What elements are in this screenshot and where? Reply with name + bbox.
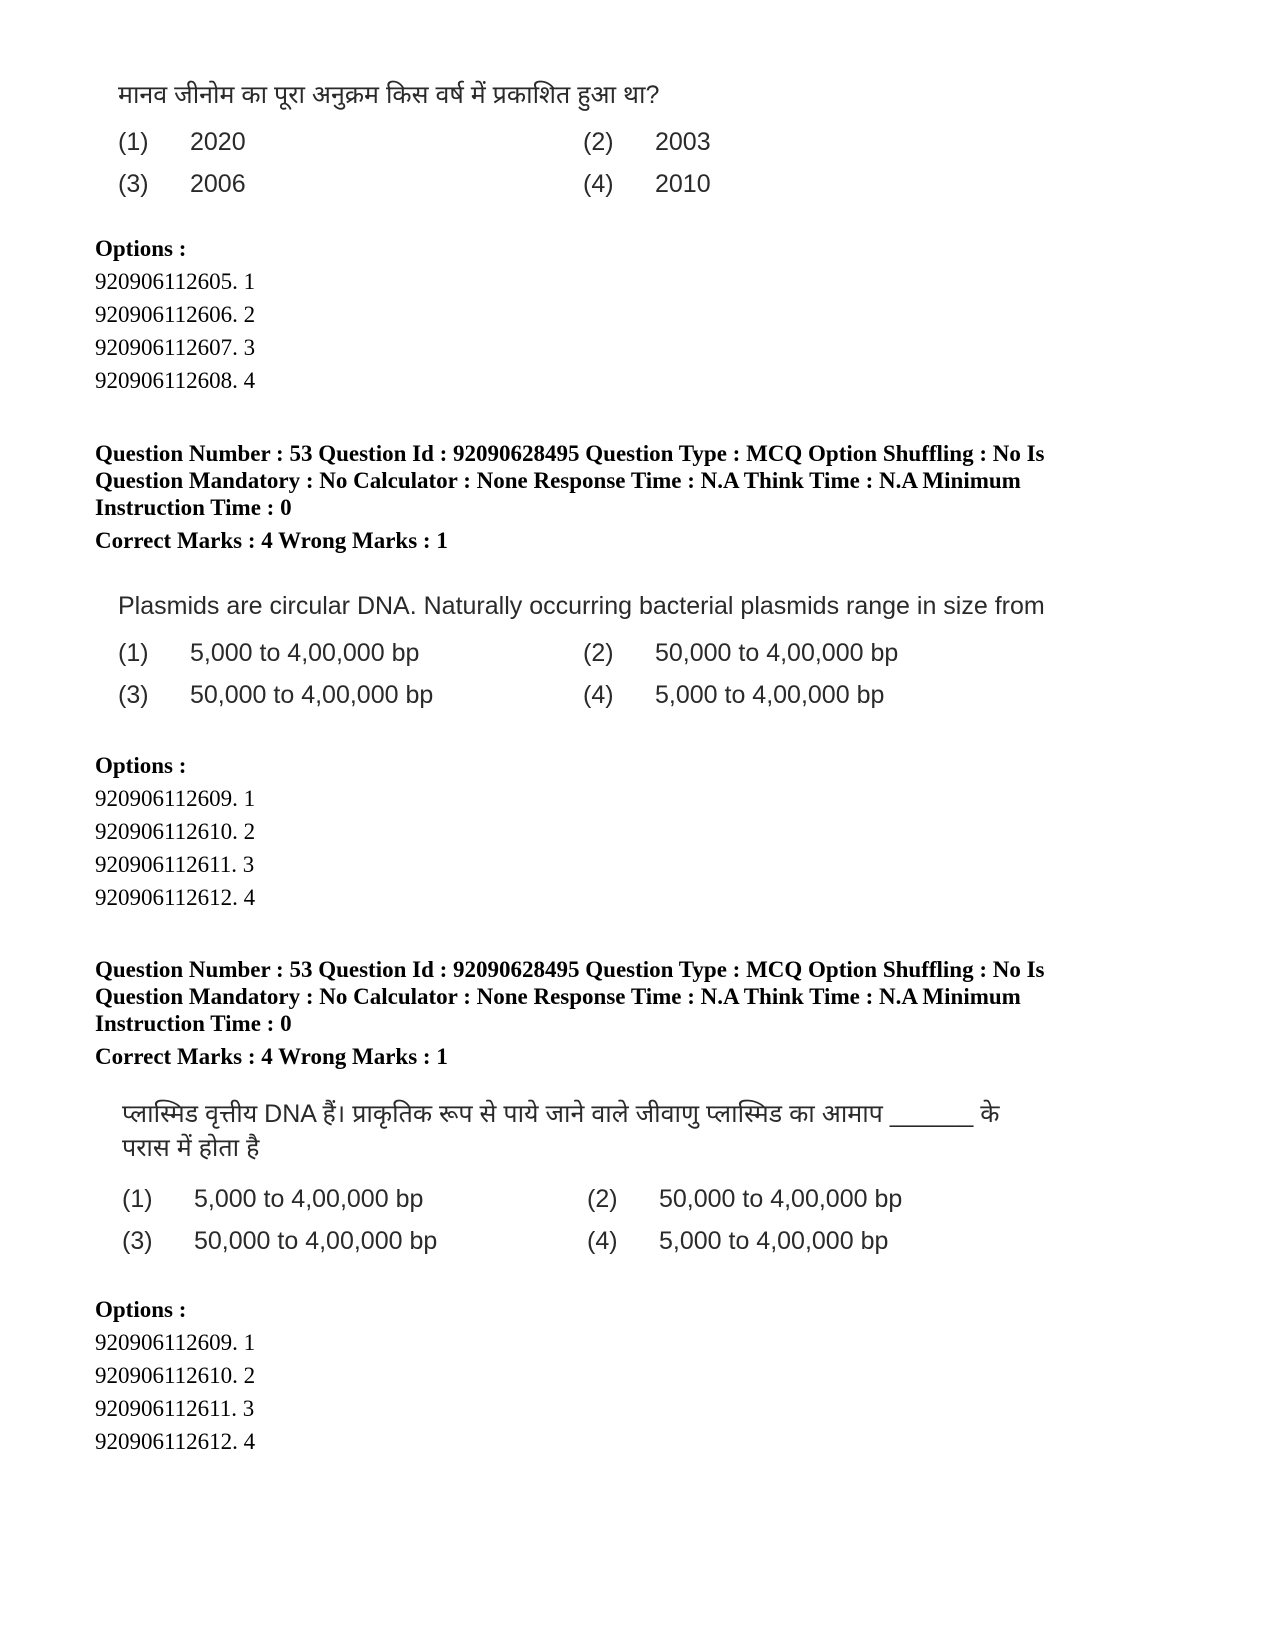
choice-2: (2) 50,000 to 4,00,000 bp (587, 1185, 903, 1213)
choices-grid (122, 1183, 1122, 1257)
choice-3: (3) 50,000 to 4,00,000 bp (122, 1227, 438, 1255)
option-id: 920906112611. 3 (95, 1396, 255, 1421)
choice-4: (4) 2010 (583, 170, 711, 198)
question-52-image (118, 78, 1118, 200)
marks-line: Correct Marks : 4 Wrong Marks : 1 (95, 1044, 448, 1069)
option-id: 920906112606. 2 (95, 302, 256, 327)
option-id: 920906112607. 3 (95, 335, 256, 360)
choice-4: (4) 5,000 to 4,00,000 bp (587, 1227, 889, 1255)
choice-1: (1) 2020 (118, 128, 246, 156)
meta-line: Instruction Time : 0 (95, 495, 292, 520)
question-text: मानव जीनोम का पूरा अनुक्रम किस वर्ष में प्रकाशित हुआ था? (118, 81, 660, 109)
question-text: प्लास्मिड वृत्तीय DNA हैं। प्राकृतिक रूप से पाये जाने वाले जीवाणु प्लास्मिड का आमाप ______ के परास में होता है (122, 1100, 1000, 1162)
question-meta-53-en (95, 440, 1095, 554)
meta-line: Instruction Time : 0 (95, 1011, 292, 1036)
meta-line: Question Mandatory : No Calculator : None Response Time : N.A Think Time : N.A Minimum (95, 468, 1021, 493)
option-id: 920906112612. 4 (95, 885, 256, 910)
meta-line: Question Number : 53 Question Id : 92090628495 Question Type : MCQ Option Shuffling : No Is (95, 957, 1045, 982)
options-heading: Options : (95, 1297, 187, 1322)
question-53-hi-image (122, 1097, 1122, 1257)
option-id: 920906112609. 1 (95, 786, 256, 811)
option-id: 920906112612. 4 (95, 1429, 256, 1454)
choice-2: (2) 2003 (583, 128, 711, 156)
option-id: 920906112605. 1 (95, 269, 256, 294)
meta-line: Question Number : 53 Question Id : 92090628495 Question Type : MCQ Option Shuffling : No Is (95, 441, 1045, 466)
options-list-q53-hi (95, 1293, 255, 1458)
choices-grid (118, 126, 1118, 200)
marks-line: Correct Marks : 4 Wrong Marks : 1 (95, 528, 448, 553)
question-53-en-image (118, 589, 1118, 711)
choice-2: (2) 50,000 to 4,00,000 bp (583, 639, 899, 667)
choices-grid (118, 637, 1118, 711)
options-list-q52 (95, 232, 255, 397)
choice-3: (3) 50,000 to 4,00,000 bp (118, 681, 434, 709)
choice-1: (1) 5,000 to 4,00,000 bp (122, 1185, 424, 1213)
choice-3: (3) 2006 (118, 170, 246, 198)
choice-4: (4) 5,000 to 4,00,000 bp (583, 681, 885, 709)
option-id: 920906112608. 4 (95, 368, 256, 393)
options-list-q53-en (95, 749, 255, 914)
choice-1: (1) 5,000 to 4,00,000 bp (118, 639, 420, 667)
options-heading: Options : (95, 236, 187, 261)
option-id: 920906112610. 2 (95, 1363, 256, 1388)
question-meta-53-hi (95, 956, 1095, 1070)
option-id: 920906112609. 1 (95, 1330, 256, 1355)
meta-line: Question Mandatory : No Calculator : None Response Time : N.A Think Time : N.A Minimum (95, 984, 1021, 1009)
options-heading: Options : (95, 753, 187, 778)
option-id: 920906112611. 3 (95, 852, 255, 877)
question-text: Plasmids are circular DNA. Naturally occurring bacterial plasmids range in size from (118, 592, 1045, 620)
option-id: 920906112610. 2 (95, 819, 256, 844)
